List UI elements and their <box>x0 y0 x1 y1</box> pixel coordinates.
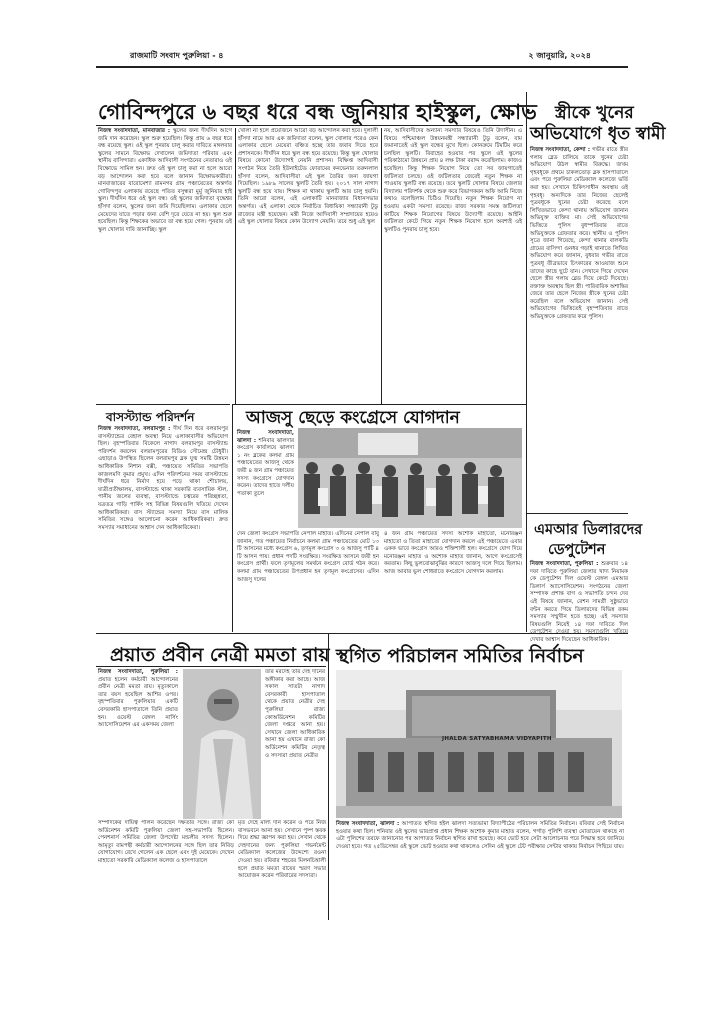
header-left: রাজমাটি সংবাদ পুরুলিয়া - ৪ <box>130 51 224 60</box>
bus-dateline: নিজস্ব সংবাদদাতা, বলরামপুর : <box>98 426 171 432</box>
election-headline: স্থগিত পরিচালন সমিতির নির্বাচন <box>336 645 584 667</box>
congress-photo <box>298 428 522 528</box>
congress-headline: আজসু ছেড়ে কংগ্রেসে যোগদান <box>246 408 460 428</box>
obituary-col-right: তার মরদেহ তার দেহ দানের অঙ্গীকার করা আছে। আজ সকাল সাতটা নাগাদ বেসরকারী হাসপাতাল থেকে প্রয়াত নেত্রীর দেহ পুরুলিয়া রাজ্য কোঅর্ডিনেশন কমিটির জেলা দপ্তরে আনা হয়। সেখানে জেলা আধিকারিক আনা হয় এখানে রাজ্য কো অর্ডিনেশন কমিটির নেতৃত্ব ও সদস্যরা প্রয়াত নেত্রীর <box>265 669 325 759</box>
bus-body <box>98 426 228 632</box>
bus-sep <box>232 404 233 632</box>
bus-text: দীর্ঘ দিন ধরে বলরামপুর বাসস্ট্যান্ডের বেহাল অবস্থা নিয়ে এলাকাবাসীর অভিযোগ ছিল। বৃহস্পতিবার বিকেলে নাগাদ বলরামপুর বাসস্ট্যান্ড পরিদর্শন করলেন বলরামপুরের বিডিও সৌমেন্দ্র চৌধুরী। এছাড়াও উপস্থিত ছিলেন বলরামপুর ব্লক যুগ্ম সমষ্টি উন্নয়ন আধিকারিক নিশান বক্সী, পঞ্চায়েত সমিতির সভাপতি কাজলমণি কুমার প্রমুখ। এদিন পরিদর্শনের সময় বাসস্ট্যান্ডে দীর্ঘদিন ধরে নির্মাণ হয়ে পড়ে থাকা শৌচালয়, যাত্রীপ্রতীক্ষালয়, বাসস্ট্যান্ডে থাকা সরকারি ব্যবসায়িক স্টল, পানীয় জলের ব্যবস্থা, বাসস্ট্যান্ডে চত্বরের পরিচ্ছন্নতা, যত্রতত্র গাড়ি পার্কিং সহ বিভিন্ন বিষয়গুলি খতিয়ে দেখেন আধিকারিকরা। বাস স্ট্যান্ডের সমস্যা নিয়ে বাস মালিক সমিতির সঙ্গেও আলোচনা করেন আধিকারিকরা। দ্রুত সমস্যার সমাধানের আশ্বাস দেন আধিকারিকেরা। <box>98 426 228 531</box>
obituary-side <box>98 669 178 817</box>
header-right: ২ জানুয়ারি, ২০২৪ <box>528 51 591 60</box>
congress-col2: ৪ জন গ্রাম পঞ্চায়েত সদস্য অশোক মাহাতো, মনোরঞ্জন মাহাতো ও তিতা মাহাতো যোগদান করলে এই পঞ্চায়েতে এবার একক ভাবে কংগ্রেস আরও শক্তিশালী হল। কংগ্রেসে যোগ দিয়ে মনোরঞ্জন মাহাত ও অশোক মাহাত জানান, আগে কংগ্রেসেই করতাম। কিছু ভুলবোঝাবুঝির কারণে আজসু দলে গিয়ে ছিলাম। আজ আবার ভুল শোধরাতে কংগ্রেসে যোগদান করলাম। <box>384 531 522 575</box>
obituary-photo-image <box>183 669 261 819</box>
congress-dateline: নিজস্ব সংবাদদাতা, ঝালদা : <box>237 430 294 444</box>
murder-dateline: নিজস্ব সংবাদদাতা, কেন্দা : <box>530 147 591 153</box>
bus-headline: বাসস্ট্যান্ড পরিদর্শন <box>106 410 195 424</box>
col-sep-1 <box>235 128 236 404</box>
school-dateline: নিজস্ব সংবাদদাতা, মানবাজার : <box>98 128 171 134</box>
election-body <box>336 821 624 883</box>
congress-col1: দেন জেলা কংগ্রেস সভাপতি নেপাল মাহাত। এদিনের নেপাল বাবু জানান, গত পঞ্চায়েত নির্বাচনে কলমা গ্রাম পঞ্চায়েতের মোট ১৩ টি আসনের মধ্যে কংগ্রেস ৬, তৃণমূল কংগ্রেস ৩ ও আজসু পার্টি ৪ টি আসন পায়। প্রধান পদটি সংরক্ষিত। সংরক্ষিত আসনে জয়ী হন কংগ্রেস প্রার্থী। ফলে তৃণমূলের সমর্থনে কংগ্রেস বোর্ড গঠন করে। কলমা গ্রাম পঞ্চায়েতের উপপ্রধান হন তৃণমূল কংগ্রেসের। এদিন আজসু দলের <box>237 531 379 583</box>
obituary-photo <box>183 669 261 819</box>
election-dateline: নিজস্ব সংবাদদাতা, ঝালদা : <box>336 821 400 827</box>
obituary-headline: প্রয়াত প্রবীন নেত্রী মমতা রায় <box>110 644 330 666</box>
bus-top-rule <box>96 404 230 405</box>
congress-side-text: শনিবার ঝালদার কংগ্রেস কার্যালয়ে ঝালদা ১ নং ব্লকের কলমা গ্রাম পঞ্চায়েতের আজসু থেকে জয়ী ৪ জন গ্রাম পঞ্চায়েত সদস্য কংগ্রেসে যোগদান করেন। তাদের হাতে দলীয় পতাকা তুলে <box>237 437 294 497</box>
election-photo-sign: JHALDA SATYABHAMA VIDYAPITH <box>442 736 552 742</box>
dealers-dateline: নিজস্ব সংবাদদাতা, পুরুলিয়া : <box>530 561 599 567</box>
murder-body <box>530 147 628 502</box>
bottom-section-rule <box>96 633 628 634</box>
obituary-rule <box>96 666 326 667</box>
congress-side <box>237 430 294 530</box>
school-headline: গোবিন্দপুরে ৬ বছর ধরে বন্ধ জুনিয়ার হাইস্কুল, ক্ষোভ <box>98 99 537 124</box>
header-rule <box>96 66 628 68</box>
dealers-top-rule <box>527 513 628 514</box>
col-sep-2 <box>381 128 382 404</box>
murder-headline-2: অভিযোগে ধৃত স্বামী <box>530 124 666 144</box>
school-col1-text: স্কুলের জন্য দীর্ঘদিন আগে জমি দান করেছেন। স্কুল শুরু হয়েছিল। কিন্তু প্রায় ৬ বছর ধরে বন্ধ রয়েছে স্কুল। ওই স্কুল পুনরায় চালু করার দাবিতে মঙ্গলবার স্কুলের সামনে বিক্ষোভ দেখালেন জমিদাতা পরিবার এবং স্থানীয় বাসিন্দারা। একাধিক আদিবাসী সংগঠনের নেতারাও ওই বিক্ষোভে সামিল হন। দ্রুত ওই স্কুল চালু করা না হলে আরো বড় আন্দোলন করা হবে বলে জানান বিক্ষোভকারীরা। মানবাজারের বারোমেশ্যা রামনগর গ্রাম পঞ্চায়েতের অন্তর্গত গোবিন্দপুর এলাকায় রয়েছে পতিত বসুন্ধরা মুর্মু জুনিয়ার হাই স্কুল। দীর্ঘদিন ধরে ওই স্কুল বন্ধ। ওই স্কুলের জমিদাতা বৃদ্ধেশ্বর হাঁসদা বলেন, স্কুলের জন্য জমি দিয়েছিলাম। এলাকার ছেলে মেয়েদের যাতে পড়ার জন্য বেশি দূরে যেতে না হয়। স্কুল শুরু হয়েছিল। কিন্তু শিক্ষকের অভাবে তা বন্ধ হয়ে গেল। পুনরায় ওই স্কুল খোলার দাবি জানাচ্ছি। স্কুল <box>98 128 232 233</box>
obituary-side-text: প্রয়াত হলেন কর্মচারী আন্দোলনের প্রবীন নেত্রী মমতা রায়। মৃত্যুকালে তার বয়স হয়েছিল আশির ওপর। বৃহস্পতিবার পুরুলিয়ার একটি বেসরকারি হাসপাতালে তিনি প্রয়াত হন। ওয়েস্ট বেঙ্গল নার্সিং অ্যাসোসিয়েশন এর একসময় জেলা <box>98 676 178 729</box>
dealers-body <box>530 561 629 643</box>
dealers-text: শুক্রবার ১৪ দফা দাবিতে পুরুলিয়া জেলার খাদ্য নিয়ামক কে ডেপুটেশন দিল ওয়েস্ট বেঙ্গল এমআর ডিলার্স অ্যাসোসিয়েশন। সংগঠনের জেলা সম্পাদক প্রশান্ত বাগ ও সভাপতি চন্দন দেব এই বিষয়ে জানান, রেশন সামগ্রী সুষ্ঠুভাবে বন্টন করতে গিয়ে ডিলারদের বিভিন্ন রকম সমস্যার সম্মুখীন হতে হচ্ছে। এই সমস্যার বিষয়গুলি নিয়েই ১৪ দফা দাবিতে দিল দেখার আশ্বাস দিয়েছেন আধিকারিক। <box>530 561 629 643</box>
obituary-bottom: সম্পাদকের দায়িত্ব পালন করেছেন দক্ষতার সঙ্গে। রাজ্য কো অর্ডিনেশন কমিটি পুরুলিয়া জেলা সহ-সভাপতি ছিলেন। পেনশনার্স সমিতির জেলা উপদেষ্টা মন্ডলীর সদস্য ছিলেন। আমৃত্যু বামপন্থী কর্মচারী আন্দোলনের সঙ্গে ছিল তার নিবিড় যোগাযোগ। রেখে গেলেন এক ছেলে এবং দুই মেয়েকে। দেখেন মাহাতো সরকারি মেডিক্যাল কলেজ ও হাসপাতালে <box>98 820 234 864</box>
murder-headline-1: স্ত্রীকে খুনের <box>555 103 634 123</box>
school-col2: খোলা না হলে প্রয়োজনে আরো বড় আন্দোলন করা হবে। দুলালী হাঁসদা নামে আর এক জমিদাতা বলেন, স্কুল খোলার পরেও কেন এলাকার ছেলে মেয়েরা বঞ্চিত হচ্ছে তার জবাব দিতে হবে প্রশাসনকে। দীর্ঘদিন ধরে স্কুল বন্ধ হয়ে রয়েছে। কিন্তু স্কুল খোলার বিষয়ে কোনো উদ্যোগই নেয়নি প্রশাসন। বিক্ষিপ্ত আদিবাসী সংগঠন নিয়ে তৈরি ইউনাইটেড ফোরামের কনভেনার তরুনলাল হাঁসদা বলেন, আদিবাসীরা এই স্কুল তৈরির জন্য জায়গা দিয়েছিল। ১৯৮৯ সালের স্কুলটি তৈরি হয়। ২০১৭ সাল নাগাদ স্কুলটি বন্ধ হয়ে যায়। শিক্ষক না থাকায় স্কুলটি আর চালু হয়নি। তিনি আরো বলেন, এই এলাকাটি মানবাজার বিধানসভার অন্তর্গত। এই এলাকা থেকে নির্বাচিত বিধায়িকা সন্ধ্যারানী টুডু রাজ্যের মন্ত্রী হয়েছেন। মন্ত্রী নিজে আদিবাসী সম্প্রদায়ের হয়েও এই স্কুল খোলার বিষয়ে কোন উদ্যোগ নেয়নি। তবে শুধু এই স্কুল <box>238 128 378 226</box>
dealers-headline-2: ডেপুটেশন <box>548 541 606 558</box>
right-column-sep <box>526 92 527 632</box>
murder-text: গভীর রাতে স্ত্রীর গলায় ব্লেড চালিয়ে তাকে খুনের চেষ্টা অভিযোগ উঠল স্বামীর বিরুদ্ধে। জখম গৃহবধূকে প্রথমে চাকলতোড় ব্লক হাসপাতালে এবং পরে পুরুলিয়া মেডিক্যাল কলেজে ভর্তি করা হয়। সেখানে চিকিৎসাধীন অবস্থায় ওই গৃহবধূ। অন্যদিকে তার নিজের ছেলেই পুত্রবধূকে খুনের চেষ্টা করেছে বলে লিখিতভাবে কেন্দা থানায় অভিযোগ জানান অভিযুক্ত ব্যক্তির মা। সেই অভিযোগের ভিত্তিতে পুলিস বুধস্পতিবার রাতে অভিযুক্তকে গ্রেফতার করে। স্থানীয় ও পুলিস সূত্রে জানা গিয়েছে, কেন্দা থানার বালকডি গ্রামের বাসিন্দা গুনধর গড়াই থানাতে লিখিত অভিযোগ করে জানান, বুধবার গভীর রাতে পুত্রবধূ তীব্রভাবে চিৎকারের আওয়াজ শুনে তাদের কাছে ছুটে যান। সেখানে গিয়ে দেখেন ছেলে স্ত্রীর গলায় ব্লেড দিয়ে কেটে দিয়েছে। রক্তাক্ত অবস্থায় ছিল স্ত্রী। পারিবারিক অশান্তির জেরে তার ছেলে নিজের স্ত্রীকে খুনের চেষ্টা করেছিল বলে অভিযোগ জানান। সেই অভিযোগের ভিত্তিতেই বৃহস্পতিবার রাতে অভিযুক্তকে গ্রেফতার করে পুলিস। <box>530 147 629 321</box>
election-photo-image <box>336 670 622 818</box>
election-photo <box>336 670 622 818</box>
obituary-sep <box>328 634 329 920</box>
school-rule <box>96 125 523 126</box>
school-col1 <box>98 128 232 404</box>
obituary-dateline: নিজস্ব সংবাদদাতা, পুরুলিয়া : <box>98 669 178 675</box>
school-col3: নয়, আদিবাসীদের অন্যান্য সমস্যার বিষয়েও তিনি উদাসীন। এ বিষয়ে পশ্চিমাঞ্চল উন্নয়নমন্ত্রী সন্ধ্যারানী টুডু বলেন, বাম জমানাতেই ওই স্কুল বন্ধের মুখে ছিল। কোনক্রমে টিমটিম করে চলছিল স্কুলটি। বিবাহের হওয়ার পর স্কুলে ওই স্কুলের পরিকাঠামো উন্নয়নে প্রায় ৪ লক্ষ টাকা বরাদ্দ করেছিলাম। কাজও হয়েছিল। কিন্তু শিক্ষক নিয়োগ নিয়ে তো সব জায়গাতেই জটিলতা চলছে। ওই জটিলতার জেরেই নতুন শিক্ষক না পাওয়ায় স্কুলটি বন্ধ রয়েছে। তবে স্কুলটি খোলার বিষয়ে জেলার বিদ্যালয় পরিদর্শক থেকে শুরু করে বিভাগকরন অফি আমি নিজে কথাও বলেছিলাম চিঠিও দিয়েছি। নতুন শিক্ষক নিয়োগ না হওয়ায় একটা সমস্যা রয়েছে। রাজ্য সরকার সমস্ত জটিলতা কাটিয়ে শিক্ষক নিয়োগের বিষয়ে উদ্যোগী রয়েছে। আইনি জটিলতা কেটে গিয়ে নতুন শিক্ষক নিয়োগ হলে অবশ্যই ওই স্কুলটিও পুনরায় চালু হবে। <box>384 128 522 233</box>
election-text: আপাতত স্থগিত হইল ঝালদা সত্যভামা বিদ্যাপীঠের পরিচালন সমিতির নির্বাচন। রবিবার সেই নির্বাচন হওয়ার কথা ছিল। শনিবার ওই স্কুলের ভারপ্রাপ্ত প্রধান শিক্ষক অশোক কুমার মাহাত বলেন, গর্গাড় পুলিশি ব্যবস্থা মোতায়েন থাকছে না এটা পুলিশের তরফে জানানোর পর আপাতত নির্বাচন স্থগিত রাখা হয়েছে। কবে ভোট হবে সেটা আলোচনার পরে সিদ্ধান্ত হবে জানিয়ে দেওয়া হবে। গত ২৫ডিসেম্বর ওই স্কুলে ভোট হওয়ার কথা থাকলেও সেদিন ওই স্কুলে টেট পরীক্ষার সেন্টার থাকায় নির্বাচন পিছিয়ে যায়। <box>336 821 625 850</box>
dealers-headline-1: এমআর ডিলারদের <box>534 521 643 538</box>
congress-photo-image <box>298 428 522 528</box>
obituary-bottom2: মৃত দেহে মাল্য দান করেন ও পরে নিজ বাসভবনে আনা হয়। সেখানে পুষ্প স্তবক দিয়ে শ্রদ্ধা জ্ঞাপন করা হয়। সেখান থেকে দেহদানের জন্য পুরুলিয়া গভর্নমেন্ট মেডিক্যাল কলেজের উদ্দেশ্যে রওনা দেওয়া হয়। রবিবার শহরের মিলনচিত্তালী হলে প্রয়াত মমতা রায়ের স্মরণ সভার আয়োজন করেন পরিবারের সদস্যরা। <box>238 820 326 880</box>
